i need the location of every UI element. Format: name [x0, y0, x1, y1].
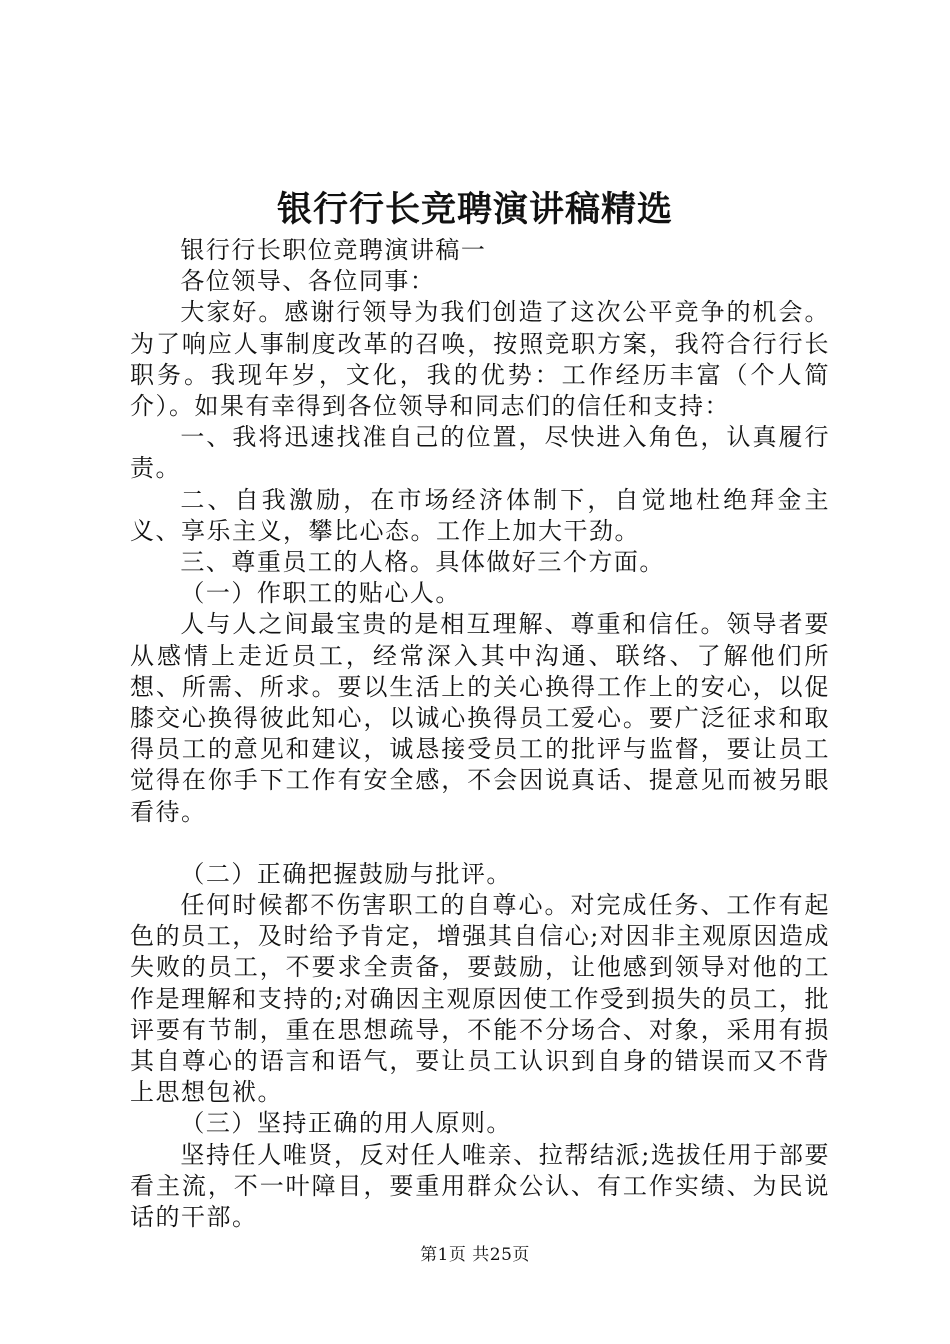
document-title: 银行行长竞聘演讲稿精选 [276, 189, 673, 230]
paragraph-subheading-3: （三）坚持正确的用人原则。 [180, 1109, 512, 1138]
paragraph-salutation: 各位领导、各位同事： [180, 267, 436, 296]
paragraph-point-2: 二、自我激励，在市场经济体制下，自觉地杜绝拜金主义、享乐主义，攀比心态。工作上加大干劲。 [130, 485, 830, 545]
paragraph-body-2: 任何时候都不伤害职工的自尊心。对完成任务、工作有起色的员工，及时给予肯定，增强其自信心;对因非主观原因造成失败的员工，不要求全责备，要鼓励，让他感到领导对他的工作是理解和支持的;对确因主观原因使工作受到损失的员工，批评要有节制，重在思想疏导，不能不分场合、对象，采用有损其自尊心的语言和语气，要让员工认识到自身的错误而又不背上思想包袱。 [130, 891, 830, 1107]
paragraph-intro: 大家好。感谢行领导为我们创造了这次公平竞争的机会。为了响应人事制度改革的召唤，按照竞职方案，我符合行行长职务。我现年岁，文化，我的优势：工作经历丰富（个人简介）。如果有幸得到各位领导和同志们的信任和支持： [130, 298, 830, 421]
paragraph-body-3: 坚持任人唯贤，反对任人唯亲、拉帮结派;选拔任用于部要看主流，不一叶障目，要重用群众公认、有工作实绩、为民说话的干部。 [130, 1140, 830, 1232]
page-footer: 第1页 共25页 [420, 1245, 530, 1265]
paragraph-point-3: 三、尊重员工的人格。具体做好三个方面。 [180, 548, 665, 577]
paragraph-point-1: 一、我将迅速找准自己的位置，尽快进入角色，认真履行责。 [130, 423, 830, 483]
document-body [130, 235, 830, 1233]
paragraph-subheading-1: （一）作职工的贴心人。 [180, 579, 461, 608]
paragraph-subheading-2: （二）正确把握鼓励与批评。 [180, 859, 512, 888]
paragraph-subtitle: 银行行长职位竞聘演讲稿一 [180, 236, 487, 264]
paragraph-body-1: 人与人之间最宝贵的是相互理解、尊重和信任。领导者要从感情上走近员工，经常深入其中沟通、联络、了解他们所想、所需、所求。要以生活上的关心换得工作上的安心，以促膝交心换得彼此知心，以诚心换得员工爱心。要广泛征求和取得员工的意见和建议，诚恳接受员工的批评与监督，要让员工觉得在你手下工作有安全感，不会因说真话、提意见而被另眼看待。 [130, 610, 830, 826]
